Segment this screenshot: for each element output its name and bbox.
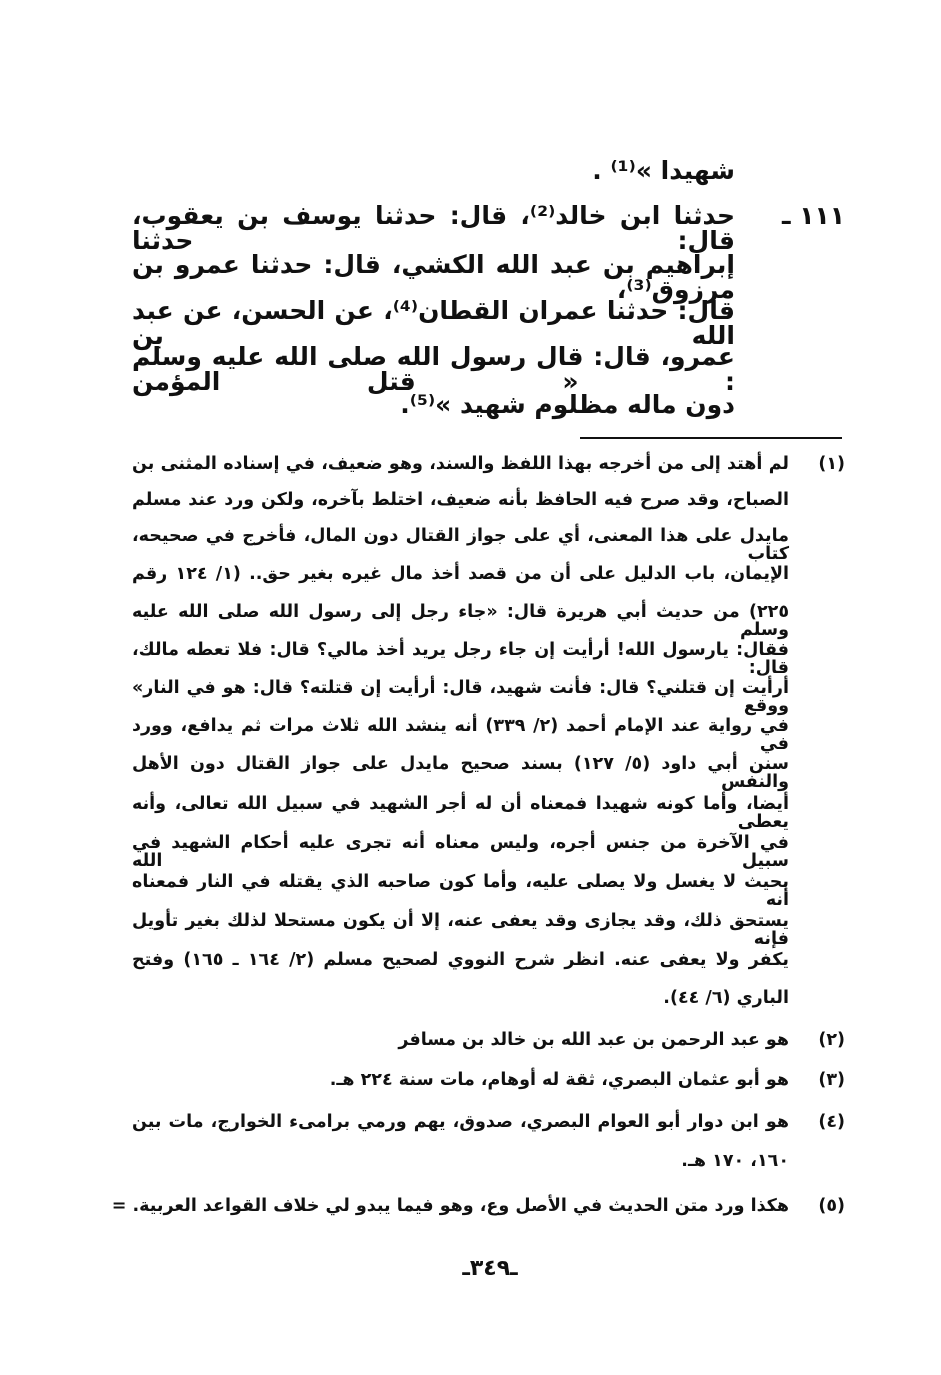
- footnote-number: (٣): [818, 1070, 845, 1090]
- footnote-line: يكفر ولا يعفى عنه. انظر شرح النووي لصحيح مسلم (٢/ ١٦٤ ـ ١٦٥) وفتح: [132, 950, 790, 970]
- footnote-line: هو أبو عثمان البصري، ثقة له أوهام، مات سنة ٢٢٤ هـ.: [329, 1070, 789, 1090]
- footnote-line: ١٦٠، ١٧٠ هـ.: [681, 1151, 789, 1171]
- footnote-separator: [580, 437, 842, 439]
- footnote-line: مايدل على هذا المعنى، أي على جواز القتال دون المال، فأخرج في صحيحه، كتاب: [132, 526, 789, 564]
- footnote-number: (٤): [818, 1112, 845, 1132]
- footnote-line: أرأيت إن قتلني؟ قال: فأنت شهيد، قال: أرأيت إن قتلته؟ قال: هو في النار» ووقع: [132, 678, 789, 716]
- footnote-line: هو ابن دوار أبو العوام البصري، صدوق، يهم ورمي برامىء الخوارج، مات بين: [132, 1112, 789, 1132]
- main-text-line: إبراهيم بن عبد الله الكشي، قال: حدثنا عمرو بن مرزوق⁽³⁾،: [132, 250, 735, 304]
- footnote-number: (٥): [818, 1196, 845, 1216]
- main-text-line: دون ماله مظلوم شهيد »⁽⁵⁾.: [400, 390, 735, 419]
- footnote-line: هو عبد الرحمن بن عبد الله بن خالد بن مسافر: [398, 1030, 789, 1050]
- main-text-line: حدثنا ابن خالد⁽²⁾، قال: حدثنا يوسف بن يعقوب، قال: حدثنا: [132, 201, 736, 255]
- footnote-number: (٢): [818, 1030, 845, 1050]
- footnote-line: يستحق ذلك، وقد يجازى وقد يعفى عنه، إلا أن يكون مستحلا لذلك بغير تأويل فإنه: [132, 911, 789, 949]
- footnote-line: الباري (٦/ ٤٤).: [663, 988, 789, 1008]
- main-text-carry-line: شهيدا »⁽¹⁾ .: [592, 156, 735, 185]
- main-text-line: عمرو، قال: قال رسول الله صلى الله عليه وسلم : « قتل المؤمن: [132, 342, 735, 396]
- hadith-number: ١١١ ـ: [781, 201, 845, 230]
- footnote-line: فقال: يارسول الله! أرأيت إن جاء رجل يريد أخذ مالي؟ قال: فلا تعطه مالك، قال:: [132, 640, 789, 678]
- footnote-line: بحيث لا يغسل ولا يصلى عليه، وأما كون صاحبه الذي يقتله في النار فمعناه أنه: [132, 872, 789, 910]
- page-number: ـ٣٤٩ـ: [462, 1256, 518, 1281]
- footnote-line: أيضا، وأما كونه شهيدا فمعناه أن له أجر الشهيد في سبيل الله تعالى، وأنه يعطى: [132, 794, 789, 832]
- footnote-line: في رواية عند الإمام أحمد (٢/ ٣٣٩) أنه ينشد الله ثلاث مرات ثم يدافع، وورد في: [132, 716, 789, 754]
- footnote-line: الإيمان، باب الدليل على أن من قصد أخذ مال غيره بغير حق.. (١/ ١٢٤ رقم: [132, 564, 789, 584]
- main-text-line: قال: حدثنا عمران القطان⁽⁴⁾، عن الحسن، عن عبد الله بن: [132, 296, 735, 350]
- footnote-number: (١): [818, 454, 845, 474]
- footnote-line: لم أهتد إلى من أخرجه بهذا اللفظ والسند، وهو ضعيف، في إسناده المثنى بن: [132, 454, 789, 474]
- footnote-line: هكذا ورد متن الحديث في الأصل وع، وهو فيما يبدو لي خلاف القواعد العربية. =: [111, 1196, 789, 1216]
- footnote-line: ٢٢٥) من حديث أبي هريرة قال: «جاء رجل إلى رسول الله صلى الله عليه وسلم: [132, 602, 789, 640]
- footnote-line: الصباح، وقد صرح فيه الحافظ بأنه ضعيف، اختلط بآخره، ولكن ورد عند مسلم: [132, 490, 789, 510]
- footnote-line: في الآخرة من جنس أجره، وليس معناه أنه تجرى عليه أحكام الشهيد في سبيل الله: [132, 833, 789, 871]
- footnote-line: سنن أبي داود (٥/ ١٢٧) بسند صحيح مايدل على جواز القتال دون الأهل والنفس: [132, 754, 789, 792]
